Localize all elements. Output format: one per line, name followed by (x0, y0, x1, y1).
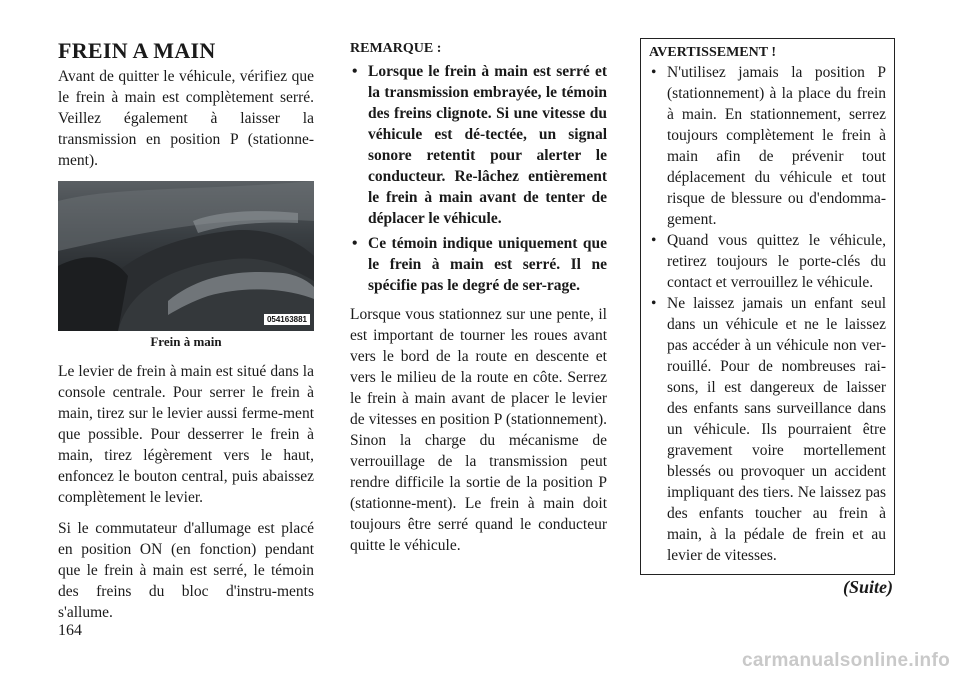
parking-brake-photo (58, 181, 314, 331)
page-number: 164 (58, 622, 82, 639)
warning-title: AVERTISSEMENT ! (649, 45, 776, 60)
note-title: REMARQUE : (350, 41, 442, 56)
watermark: carmanualsonline.info (742, 650, 950, 671)
note-item: • Ce témoin indique uniquement que le frein à main est serré. Il ne spécifie pas le degré de ser-rage. (350, 233, 607, 296)
warning-box (640, 38, 895, 575)
figure-code: 054163881 (264, 314, 310, 325)
note-item: • Lorsque le frein à main est serré et la transmission embrayée, le témoin des freins clignote. Si une vitesse du véhicule est dé-tectée, un signal sonore retentit pour alerter le conducteur. Re-lâchez entièrement le frein à main avant de tenter de déplacer le véhicule. (350, 61, 607, 229)
section-title: FREIN A MAIN (58, 38, 216, 63)
column-middle (350, 38, 607, 566)
column-left (58, 38, 314, 633)
warning-item: • N'utilisez jamais la position P (stationnement) à la place du frein à main. En stationnement, serrez toujours complètement le frein à main afin de prévenir tout déplacement du véhicule et tout risque de blessure ou d'endomma-gement. (649, 62, 886, 230)
note-list (350, 61, 607, 296)
warning-item: • Quand vous quittez le véhicule, retirez toujours le porte-clés du contact et verrouillez le véhicule. (649, 230, 886, 293)
warning-item: • Ne laissez jamais un enfant seul dans un véhicule et ne le laissez pas accéder à un véhicule non ver-rouillé. Pour de nombreuses rai-sons, il est dangereux de laisser des enfants sans surveillance dans un véhicule. Ils pourraient être gravement voire mortellement blessés ou provoquer un accident impliquant des tiers. Ne laissez pas des enfants toucher au frein à main, à la pédale de frein et au levier de vitesses. (649, 293, 886, 566)
paragraph-lever: Le levier de frein à main est situé dans la console centrale. Pour serrer le frein à main, tirez sur le levier aussi ferme-ment que possible. Pour desserrer le frein à main, tirez légèrement vers le haut, enfoncez le bouton central, puis abaissez complètement le levier. (58, 363, 314, 506)
paragraph-ignition: Si le commutateur d'allumage est placé en position ON (en fonction) pendant que le frein à main est serré, le témoin des freins du bloc d'instru-ments s'allume. (58, 520, 314, 621)
intro-paragraph: Avant de quitter le véhicule, vérifiez que le frein à main est complètement serré. Veillez également à laisser la transmission en position P (stationne-ment). (58, 68, 314, 169)
console-illustration (58, 181, 314, 331)
warning-list (649, 62, 886, 566)
figure-caption: Frein à main (150, 334, 222, 349)
column-right (640, 38, 895, 598)
continued-label: (Suite) (842, 577, 893, 597)
paragraph-slope: Lorsque vous stationnez sur une pente, il est important de tourner les roues avant vers le bord de la route en descente et vers le milieu de la route en côte. Serrez le frein à main avant de placer le levier de vitesses en position P (stationnement). Sinon la charge du mécanisme de verrouillage de la transmission peut rendre difficile la sortie de la position P (stationne-ment). Le frein à main doit toujours être serré quand le conducteur quitte le véhicule. (350, 306, 607, 554)
